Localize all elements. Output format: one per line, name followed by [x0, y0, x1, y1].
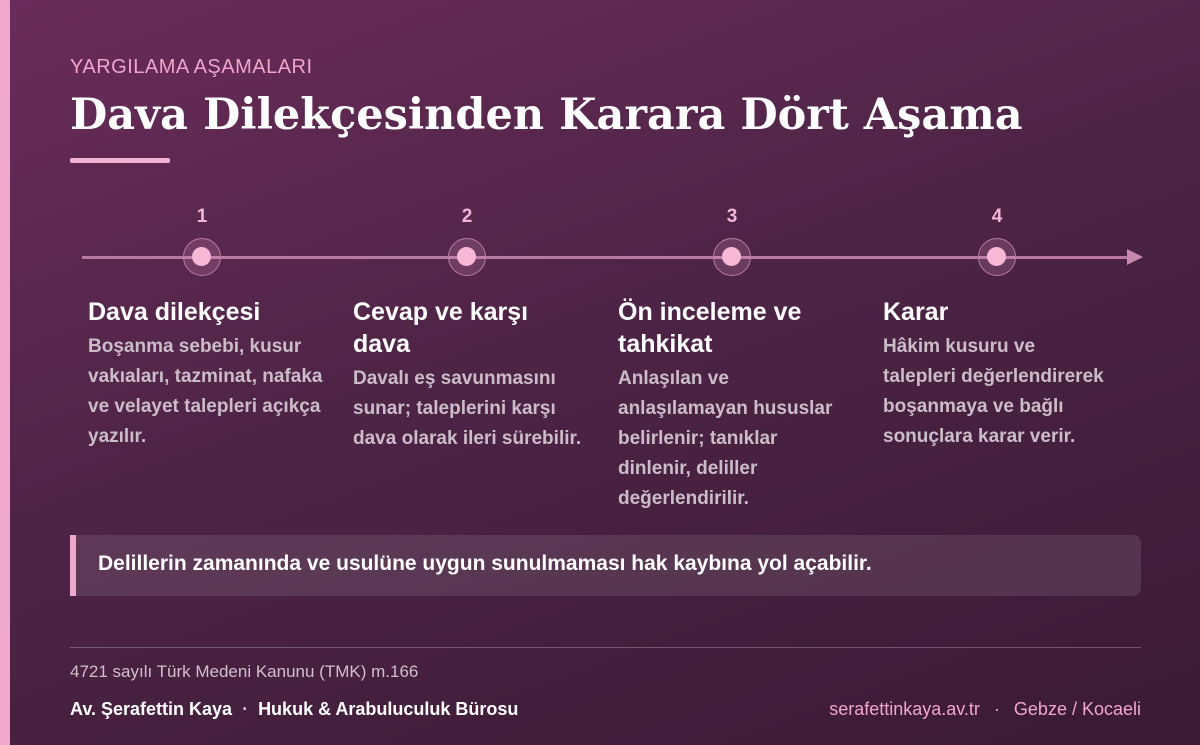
location-label: Gebze / Kocaeli [1013, 699, 1141, 719]
notice-box [70, 535, 1141, 596]
step-title: Ön inceleme ve tahkikat Anlaşılan ve anlaşılamayan hususlar belirlenir; tanıklar dinlenir, deliller değerlendirilir. [618, 296, 854, 514]
timeline-arrow-icon [1127, 249, 1143, 265]
step-number: 2 [461, 206, 473, 227]
step-marker-icon [183, 238, 221, 276]
source-citation: 4721 sayılı Türk Medeni Kanunu (TMK) m.166 [70, 662, 419, 681]
timeline-line [82, 256, 1132, 259]
step-title: Karar Hâkim kusuru ve talepleri değerlendirerek boşanmaya ve bağlı sonuçlara karar verir. [883, 296, 1105, 452]
step-number: 1 [196, 206, 208, 227]
accent-bar [0, 0, 10, 745]
step-number: 4 [991, 206, 1003, 227]
step-title: Dava dilekçesi Boşanma sebebi, kusur vakıaları, tazminat, nafaka ve velayet talepleri açıkça yazılır. [88, 296, 328, 452]
step-marker-icon [978, 238, 1016, 276]
page-title: Dava Dilekçesinden Karara Dört Aşama [70, 90, 1023, 140]
eyebrow-label: YARGILAMA AŞAMALARI [70, 56, 313, 78]
website-link[interactable]: serafettinkaya.av.tr [829, 699, 980, 719]
step-marker-icon [713, 238, 751, 276]
author-name: Av. Şerafettin Kaya [70, 699, 233, 719]
footer-divider [70, 647, 1141, 648]
step-description: Boşanma sebebi, kusur vakıaları, tazminat, nafaka ve velayet talepleri açıkça yazılır. [88, 336, 323, 447]
step-description: Hâkim kusuru ve talepleri değerlendirerek boşanmaya ve bağlı sonuçlara karar verir. [883, 336, 1104, 447]
step-number: 3 [726, 206, 738, 227]
step-description: Anlaşılan ve anlaşılamayan hususlar belirlenir; tanıklar dinlenir, deliller değerlendirilir. [618, 368, 833, 509]
notice-text: Delillerin zamanında ve usulüne uygun sunulmaması hak kaybına yol açabilir. [98, 552, 872, 575]
footer-contact: serafettinkaya.av.tr · Gebze / Kocaeli [829, 699, 1141, 719]
step-title: Cevap ve karşı dava Davalı eş savunmasını sunar; taleplerini karşı dava olarak ileri sürebilir. [353, 296, 583, 454]
firm-name: Hukuk & Arabuluculuk Bürosu [258, 699, 519, 719]
footer-author: Av. Şerafettin Kaya · Hukuk & Arabuluculuk Bürosu [70, 699, 519, 719]
step-description: Davalı eş savunmasını sunar; taleplerini karşı dava olarak ileri sürebilir. [353, 368, 582, 449]
title-underline [70, 158, 170, 163]
step-marker-icon [448, 238, 486, 276]
